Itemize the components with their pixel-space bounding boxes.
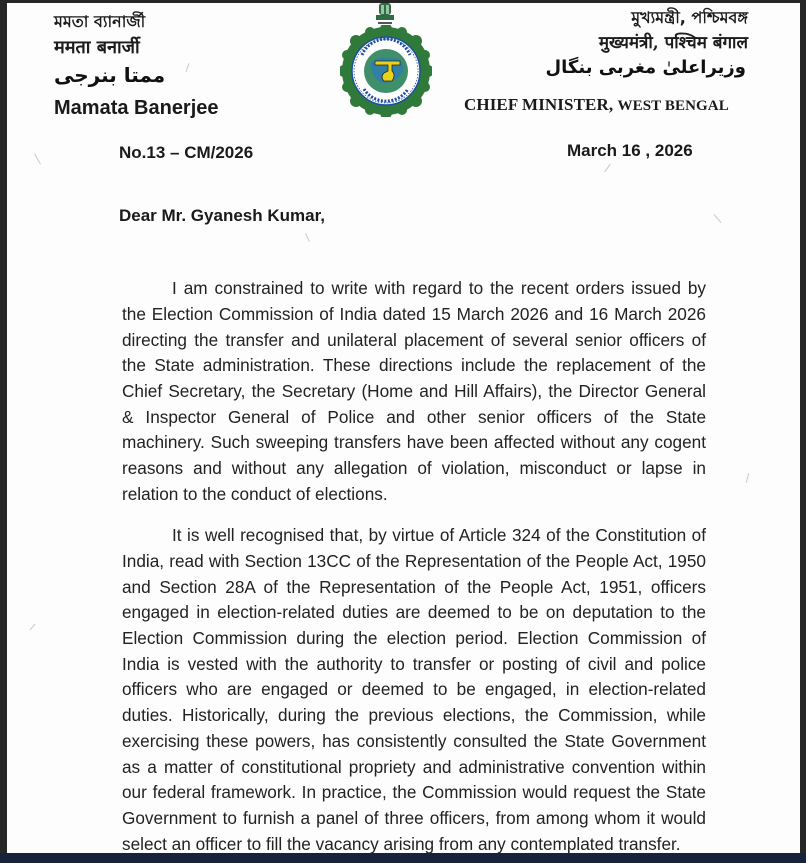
letter-page xyxy=(7,3,800,853)
name-bengali: মমতা ব্যানার্জী xyxy=(54,12,146,31)
reference-number: No.13 – CM/2026 xyxy=(119,143,254,162)
name-urdu: ممتا بنرجی xyxy=(54,63,166,87)
bottom-bar xyxy=(0,853,806,863)
body-paragraph-2: It is well recognised that, by virtue of Article 324 of the Constitution of India, read with Section 13CC of the Representation of the People Act, 1950 and Section 28A of the Representation of the People Act, 1951, officers engaged in election-related duties are deemed to be on deputation to the Election Commission during the election period. Election Commission of India is vested with the authority to transfer or posting of civil and police officers who are engaged or deemed to be engaged, in election-related duties. Historically, during the previous elections, the Commission, while exercising these powers, has consistently consulted the State Government as a matter of constitutional propriety and administrative convention within our federal framework. In practice, the Commission would request the State Government to furnish a panel of three officers, from among whom it would select an officer to fill the vacancy arising from any contemplated transfer. xyxy=(122,525,706,853)
national-emblem-icon xyxy=(372,3,398,27)
title-english xyxy=(464,95,729,115)
title-english-main: CHIEF MINISTER, xyxy=(464,95,614,114)
body-paragraph-1: I am constrained to write with regard to the recent orders issued by the Election Commission of India dated 15 March 2026 and 16 March 2026 directing the transfer and unilateral placement of several senior officers of the State administration. These directions include the replacement of the Chief Secretary, the Secretary (Home and Hill Affairs), the Director General & Inspector General of Police and other senior officers of the State machinery. Such sweeping transfers have been affected without any cogent reasons and without any allegation of violation, misconduct or lapse in relation to the conduct of elections. xyxy=(122,278,706,504)
title-bengali: মুখ্যমন্ত্রী, পশ্চিমবঙ্গ xyxy=(631,8,748,27)
govt-of-west-bengal-seal-icon xyxy=(340,25,432,117)
title-english-sub: WEST BENGAL xyxy=(617,98,729,114)
salutation: Dear Mr. Gyanesh Kumar, xyxy=(119,206,325,225)
name-hindi: ममता बनार्जी xyxy=(54,37,140,58)
name-english: Mamata Banerjee xyxy=(54,97,219,119)
letter-date: March 16 , 2026 xyxy=(567,141,693,160)
title-hindi: मुख्यमंत्री, पश्चिम बंगाल xyxy=(598,33,748,53)
title-urdu: وزیراعلیٰ مغربی بنگال xyxy=(545,57,746,78)
